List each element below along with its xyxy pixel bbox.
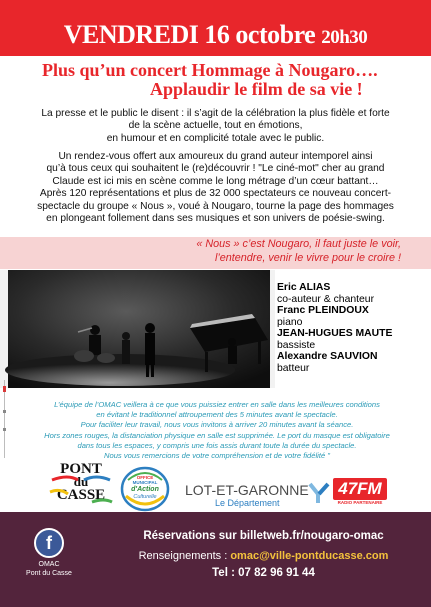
concert-photo <box>0 270 275 388</box>
radio-partenaire-text: RADIO PARTENAIRE <box>337 500 383 505</box>
quote-line-2: l’entendre, venir le vivre pour le croire ! <box>214 251 401 264</box>
notice-line: Pour faciliter leur travail, nous vous invitons à arriver 20 minutes avant la séance. <box>80 420 354 430</box>
intro-paragraph <box>18 108 413 145</box>
event-time: 20h30 <box>321 27 368 48</box>
credit-name: Franc PLEINDOUX <box>277 305 369 316</box>
facebook-label-line-2: Pont du Casse <box>26 570 72 577</box>
notice-line: en évitant le traditionnel attroupement des 5 minutes avant le spectacle. <box>96 410 338 420</box>
quote-line-1: « Nous » c’est Nougaro, il faut juste le voir, <box>196 238 401 250</box>
credit-role: batteur <box>277 362 310 374</box>
subtitle-line-2: Applaudir le film de sa vie ! <box>150 79 363 99</box>
notice-line: dans tous les espaces, y compris une fois assis durant toute la durée du spectacle. <box>77 440 357 450</box>
description-paragraph <box>18 151 413 225</box>
pont-du-casse-swoosh <box>48 462 114 506</box>
facebook-glyph: f <box>46 533 52 553</box>
departement-text: Le Département <box>215 498 280 508</box>
facebook-label-line-1: OMAC <box>38 561 60 568</box>
intro-line: de la scène actuelle, tout en émotions, <box>128 120 303 132</box>
lot-et-garonne-y-icon <box>308 482 330 504</box>
description-line: spectacle du groupe « Nous », voué à Nougaro, tourne la page des hommages <box>37 200 394 212</box>
intro-line: La presse et le public le disent : il s’agit de la célébration la plus fidèle et forte <box>41 108 390 119</box>
notice-line: L’équipe de l’OMAC veillera à ce que vous puissiez entrer en salle dans les meilleures conditions <box>54 400 380 409</box>
event-date-title <box>0 20 431 53</box>
credit-role: piano <box>277 316 303 328</box>
concert-photo-image <box>0 270 275 388</box>
musician-credits <box>277 282 427 374</box>
notice-line: Nous vous remercions de votre compréhension et de votre fidélité " <box>104 451 330 461</box>
header-banner <box>0 0 431 56</box>
notice-line: Hors zones rouges, la distanciation physique en salle est supprimée. Le port du masque est obligatoire <box>44 430 390 440</box>
office-municipal-logo <box>120 466 170 512</box>
side-decoration <box>0 380 12 495</box>
description-line: Un rendez-vous offert aux amoureux du grand auteur intemporel ainsi <box>58 151 373 162</box>
facebook-icon[interactable] <box>34 528 64 558</box>
lot-et-garonne-text: LOT-ET-GARONNE <box>185 482 309 498</box>
event-date: VENDREDI 16 octobre <box>63 20 322 49</box>
reservations-link[interactable]: Réservations sur billetweb.fr/nougaro-omac <box>143 530 384 542</box>
office-line: d'Action <box>131 486 159 493</box>
credit-role: co-auteur & chanteur <box>277 293 375 305</box>
subtitle-line-1: Plus qu’un concert Hommage à Nougaro…. <box>42 60 378 80</box>
intro-line: en humour et en complicité totale avec le public. <box>106 132 325 144</box>
lot-et-garonne-logo <box>185 482 325 510</box>
email-link[interactable]: omac@ville-pontducasse.com <box>230 550 389 562</box>
description-line: en plongeant follement dans ses musiques et son univers de poésie-swing. <box>46 213 385 225</box>
credit-role: bassiste <box>277 339 316 351</box>
credit-name: Eric ALIAS <box>277 282 331 293</box>
credit-name: Alexandre SAUVION <box>277 351 378 362</box>
info-line <box>96 549 431 563</box>
description-line: Claude est ici mis en scène comme le long métrage d’un cœur battant… <box>52 175 379 187</box>
office-line: MUNICIPAL <box>132 480 158 485</box>
47fm-text: 47FM <box>338 479 382 498</box>
credit-name: JEAN-HUGUES MAUTE <box>277 328 393 339</box>
47fm-logo <box>333 478 387 508</box>
info-prefix: Renseignements : <box>138 550 231 562</box>
omac-notice <box>12 400 422 461</box>
office-line: OFFICE <box>136 475 154 480</box>
pont-word: PONT <box>60 461 102 477</box>
du-word: du <box>73 474 89 489</box>
description-line: qu’à tous ceux qui souhaitent le (re)découvrir ! "Le ciné-mot" cher au grand <box>46 163 385 175</box>
office-line: Culturelle <box>133 494 157 500</box>
description-line: Après 120 représentations et plus de 32 000 spectateurs ce nouveau concert- <box>39 188 392 200</box>
casse-word: CASSE <box>56 487 106 503</box>
vertical-strip-mark <box>0 380 12 495</box>
phone-number[interactable]: Tel : 07 82 96 91 44 <box>212 567 315 579</box>
pont-du-casse-logo <box>48 462 114 506</box>
quote <box>196 238 401 266</box>
